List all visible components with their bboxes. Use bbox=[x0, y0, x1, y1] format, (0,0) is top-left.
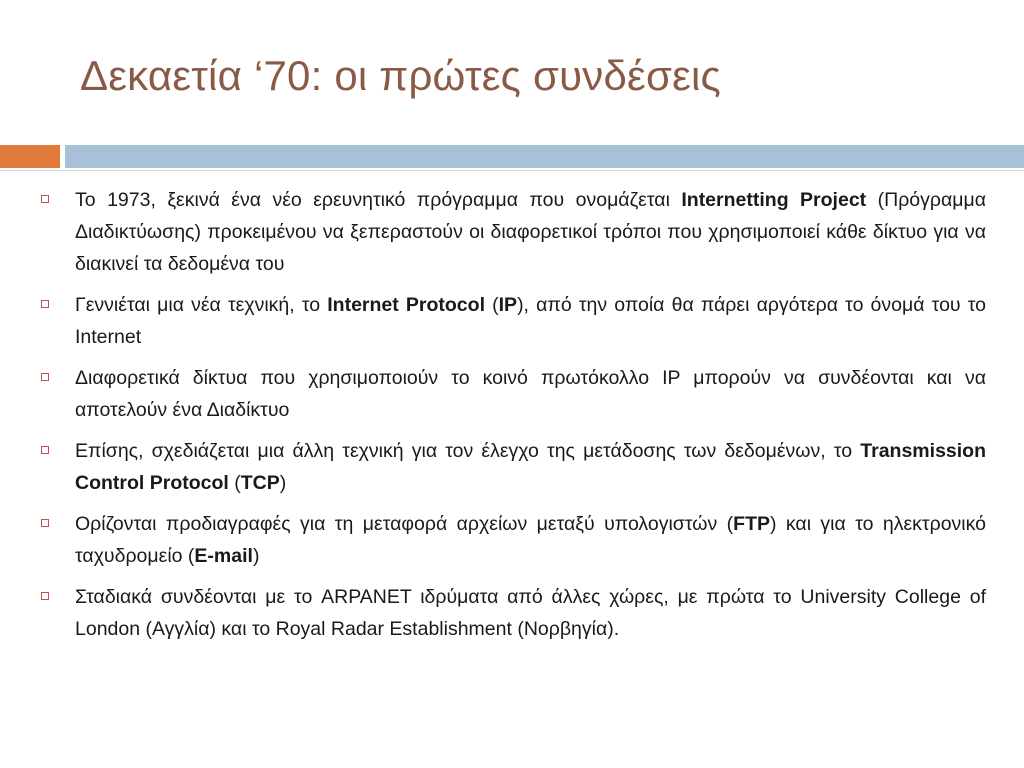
accent-bar-orange bbox=[0, 145, 60, 168]
bullet-square-icon bbox=[41, 446, 49, 454]
slide-content bbox=[40, 184, 986, 654]
bullet-bold-term: Internetting Project bbox=[681, 189, 867, 211]
bullet-bold-term: FTP bbox=[733, 513, 770, 535]
bullet-item bbox=[40, 581, 986, 645]
bullet-square-icon bbox=[41, 195, 49, 203]
bullet-square-icon bbox=[41, 519, 49, 527]
bullet-square-icon bbox=[41, 592, 49, 600]
bullet-bold-term: E-mail bbox=[194, 545, 253, 567]
bullet-text: ) bbox=[279, 472, 287, 494]
accent-bar-blue bbox=[65, 145, 1024, 168]
bullet-text: ( bbox=[484, 294, 499, 316]
bullet-text: ), από την οποία θα πάρει αργότερα το όνομά του το Internet bbox=[75, 294, 986, 348]
bullet-bold-term: Transmission Control Protocol bbox=[75, 440, 986, 494]
bullet-text: ) bbox=[252, 545, 260, 567]
bullet-item bbox=[40, 362, 986, 426]
bullet-text: Διαφορετικά δίκτυα που χρησιμοποιούν το κοινό πρωτόκολλο IP μπορούν να συνδέονται και να αποτελούν ένα Διαδίκτυο bbox=[75, 367, 986, 421]
bullet-list bbox=[40, 184, 986, 645]
bullet-text: ( bbox=[228, 472, 241, 494]
bullet-square-icon bbox=[41, 300, 49, 308]
bullet-text: Επίσης, σχεδιάζεται μια άλλη τεχνική για τον έλεγχο της μετάδοσης των δεδομένων, το bbox=[75, 440, 861, 462]
bullet-text: ) και για το ηλεκτρονικό ταχυδρομείο ( bbox=[75, 513, 987, 567]
divider-line bbox=[0, 170, 1024, 171]
bullet-item bbox=[40, 289, 986, 353]
bullet-item bbox=[40, 184, 986, 280]
bullet-bold-term: Internet Protocol bbox=[327, 294, 485, 316]
bullet-item bbox=[40, 508, 986, 572]
bullet-bold-term: TCP bbox=[240, 472, 280, 494]
bullet-square-icon bbox=[41, 373, 49, 381]
bullet-text: Γεννιέται μια νέα τεχνική, το bbox=[75, 294, 328, 316]
bullet-item bbox=[40, 435, 986, 499]
bullet-bold-term: IP bbox=[498, 294, 518, 316]
bullet-text: Ορίζονται προδιαγραφές για τη μεταφορά αρχείων μεταξύ υπολογιστών ( bbox=[75, 513, 734, 535]
slide-title: Δεκαετία ‘70: οι πρώτες συνδέσεις bbox=[80, 52, 721, 99]
bullet-text: Το 1973, ξεκινά ένα νέο ερευνητικό πρόγραμμα που ονομάζεται bbox=[75, 189, 682, 211]
bullet-text: (Πρόγραμμα Διαδικτύωσης) προκειμένου να ξεπεραστούν οι διαφορετικοί τρόποι που χρησιμοποιεί κάθε δίκτυο για να διακινεί τα δεδομένα του bbox=[75, 189, 986, 275]
bullet-text: Σταδιακά συνδέονται με το ARPANET ιδρύματα από άλλες χώρες, με πρώτα το University College of London (Αγγλία) και το Royal Radar Establishment (Νορβηγία). bbox=[75, 586, 986, 640]
